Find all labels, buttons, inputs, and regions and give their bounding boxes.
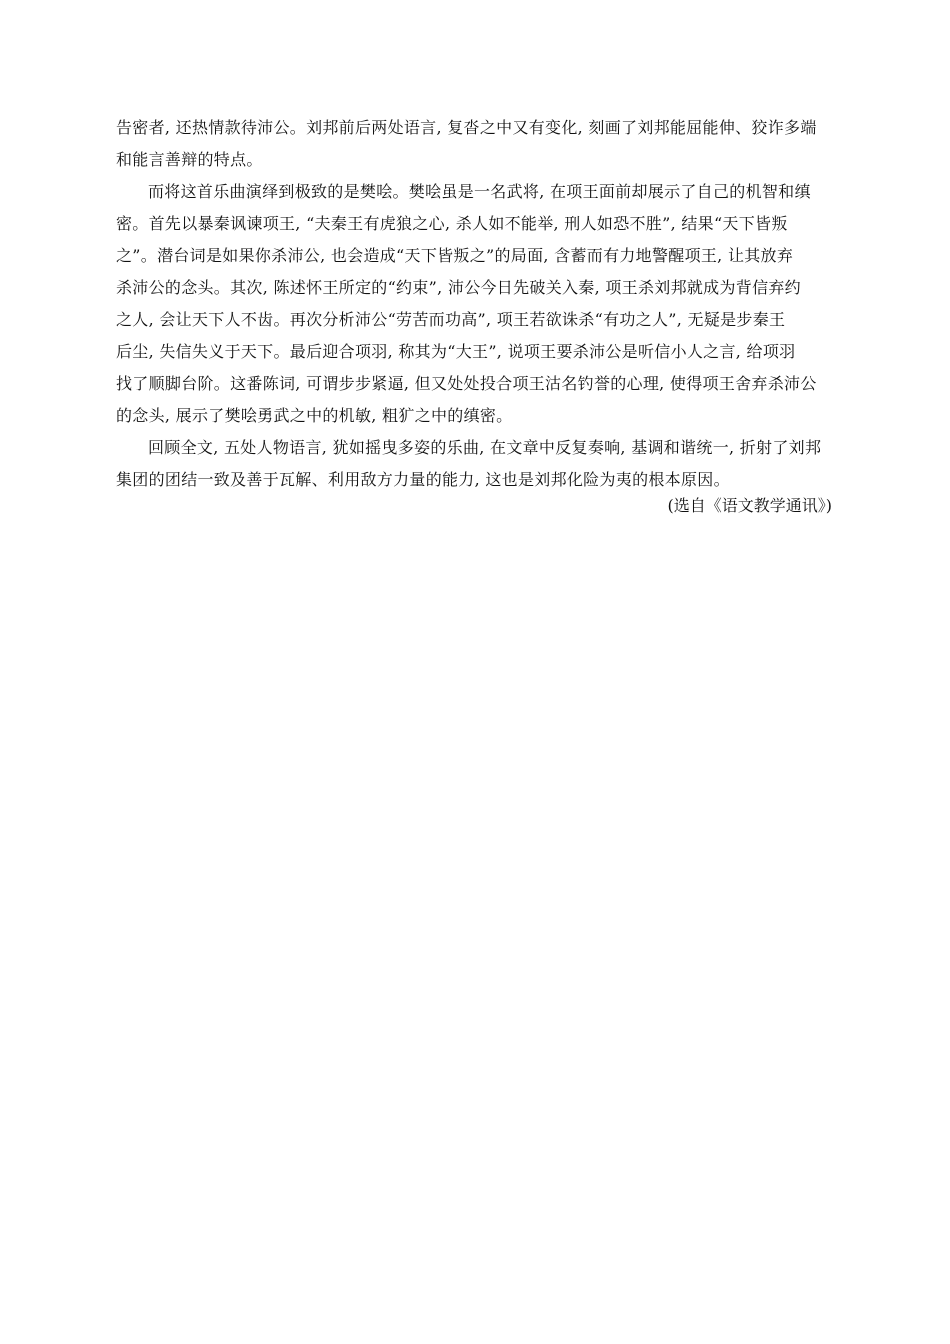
paragraph-2-line-7: 找了顺脚台阶。这番陈词, 可谓步步紧逼, 但又处处投合项王沽名钓誉的心理, 使得项王舍弃杀沛公 — [116, 374, 817, 393]
paragraph-2-line-2: 密。首先以暴秦讽谏项王, “夫秦王有虎狼之心, 杀人如不能举, 刑人如恐不胜”, 结果“天下皆叛 — [116, 214, 788, 233]
paragraph-2-line-4: 杀沛公的念头。其次, 陈述怀王所定的“约束”, 沛公今日先破关入秦, 项王杀刘邦就成为背信弃约 — [116, 278, 801, 297]
document-body — [116, 112, 832, 496]
paragraph-1-line-1: 告密者, 还热情款待沛公。刘邦前后两处语言, 复沓之中又有变化, 刻画了刘邦能屈能伸、狡诈多端 — [116, 118, 817, 137]
paragraph-1-line-2: 和能言善辩的特点。 — [116, 150, 263, 169]
paragraph-1 — [116, 112, 832, 176]
paragraph-3 — [116, 432, 832, 496]
paragraph-3-line-1: 回顾全文, 五处人物语言, 犹如摇曳多姿的乐曲, 在文章中反复奏响, 基调和谐统一, 折射了刘邦 — [148, 438, 822, 457]
paragraph-2-line-6: 后尘, 失信失义于天下。最后迎合项羽, 称其为“大王”, 说项王要杀沛公是听信小人之言, 给项羽 — [116, 342, 796, 361]
paragraph-3-line-2: 集团的团结一致及善于瓦解、利用敌方力量的能力, 这也是刘邦化险为夷的根本原因。 — [116, 470, 730, 489]
paragraph-2 — [116, 176, 832, 432]
paragraph-2-line-1: 而将这首乐曲演绎到极致的是樊哙。樊哙虽是一名武将, 在项王面前却展示了自己的机智和缜 — [148, 182, 811, 201]
paragraph-2-line-3: 之”。潜台词是如果你杀沛公, 也会造成“天下皆叛之”的局面, 含蓄而有力地警醒项王, 让其放弃 — [116, 246, 794, 265]
paragraph-2-line-5: 之人, 会让天下人不齿。再次分析沛公“劳苦而功高”, 项王若欲诛杀“有功之人”, 无疑是步秦王 — [116, 310, 786, 329]
source-citation: (选自《语文教学通讯》) — [667, 496, 832, 515]
paragraph-2-line-8: 的念头, 展示了樊哙勇武之中的机敏, 粗犷之中的缜密。 — [116, 406, 513, 425]
